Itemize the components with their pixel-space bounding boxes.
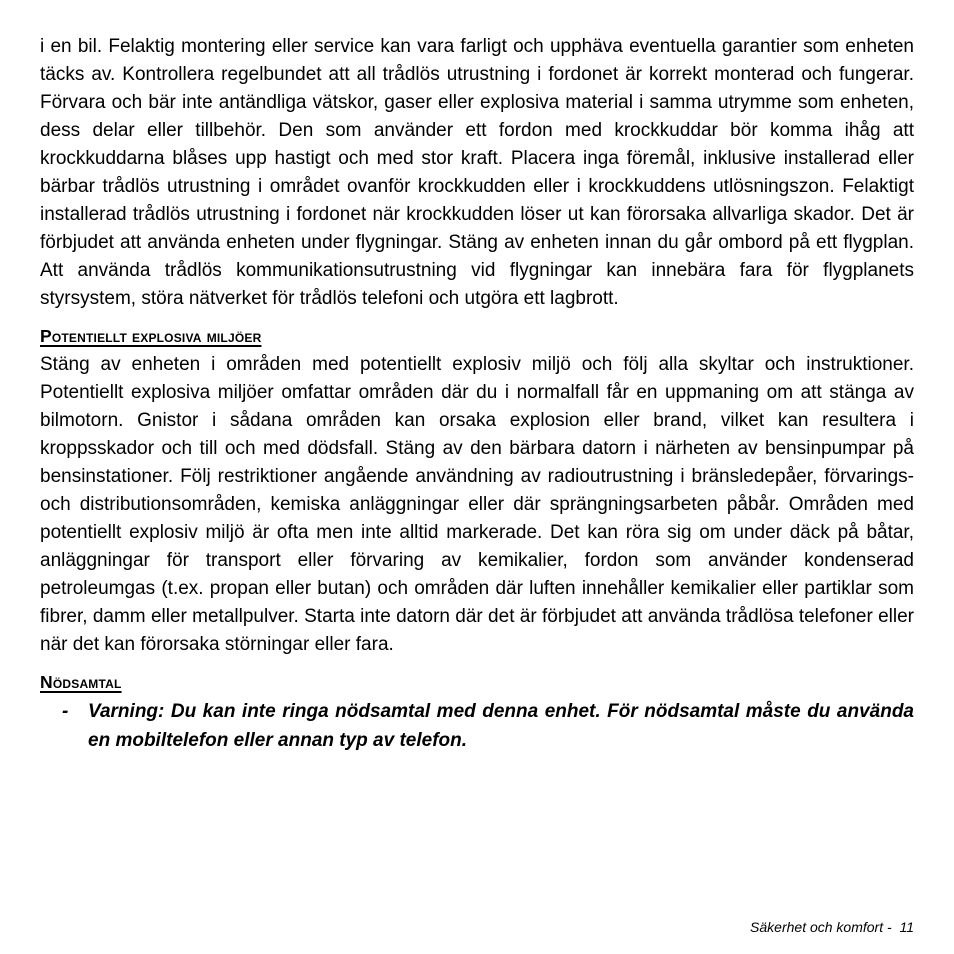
paragraph-explosive-environments: Stäng av enheten i områden med potentiellt explosiv miljö och följ alla skyltar och instruktioner. Potentiellt explosiva miljöer omfattar områden där du i normalfall får en uppmaning om att stänga av bilmotorn. Gnistor i sådana områden kan orsaka explosion eller brand, vilket kan resultera i kroppsskador och till och med dödsfall. Stäng av den bärbara datorn i närheten av bensinpumpar på bensinstationer. Följ restriktioner angående användning av radioutrustning i bränsledepåer, förvarings- och distributionsområden, kemiska anläggningar eller där sprängningsarbeten påbår. Områden med potentiellt explosiv miljö är ofta men inte alltid markerade. Det kan röra sig om under däck på båtar, anläggningar för transport eller förvaring av kemikalier, fordon som använder kondenserad petroleumgas (t.ex. propan eller butan) och områden där luften innehåller kemikalier eller partiklar som fibrer, damm eller metallpulver. Starta inte datorn där det är förbjudet att använda trådlösa telefoner eller när det kan förorsaka störningar eller fara. xyxy=(40,354,914,655)
warning-bullet: - xyxy=(62,701,69,722)
page-number: 11 xyxy=(899,919,914,935)
heading-emergency-calls xyxy=(40,668,914,696)
heading-explosive-text: Potentiellt explosiva miljöer xyxy=(40,326,262,346)
footer-section: Säkerhet och komfort xyxy=(750,919,884,935)
paragraph-vehicles: i en bil. Felaktig montering eller service kan vara farligt och upphäva eventuella garantier som enheten täcks av. Kontrollera regelbundet att all trådlös utrustning i fordonet är korrekt monterad och fungerar. Förvara och bär inte antändliga vätskor, gaser eller explosiva material i samma utrymme som enheten, dess delar eller tillbehör. Den som använder ett fordon med krockkuddar bör komma ihåg att krockkuddarna blåses upp hastigt och med stor kraft. Placera inga föremål, inklusive installerad eller bärbar trådlös utrustning i området ovanför krockkudden eller i krockkuddens utlösningszon. Felaktigt installerad trådlös utrustning i fordonet när krockkudden löser ut kan förorsaka allvarliga skador. Det är förbjudet att använda enheten under flygningar. Stäng av enheten innan du går ombord på ett flygplan. Att använda trådlös kommunikationsutrustning vid flygningar kan innebära fara för flygplanets styrsystem, störa nätverket för trådlös telefoni och utgöra ett lagbrott. xyxy=(40,36,914,309)
footer-separator: - xyxy=(887,919,892,935)
warning-item xyxy=(40,697,914,755)
page-content xyxy=(40,33,914,755)
heading-emergency-text: Nödsamtal xyxy=(40,672,122,692)
heading-explosive-environments xyxy=(40,322,914,350)
warning-text: Varning: Du kan inte ringa nödsamtal med denna enhet. För nödsamtal måste du använda en mobiltelefon eller annan typ av telefon. xyxy=(88,701,914,751)
page-footer xyxy=(750,917,914,937)
